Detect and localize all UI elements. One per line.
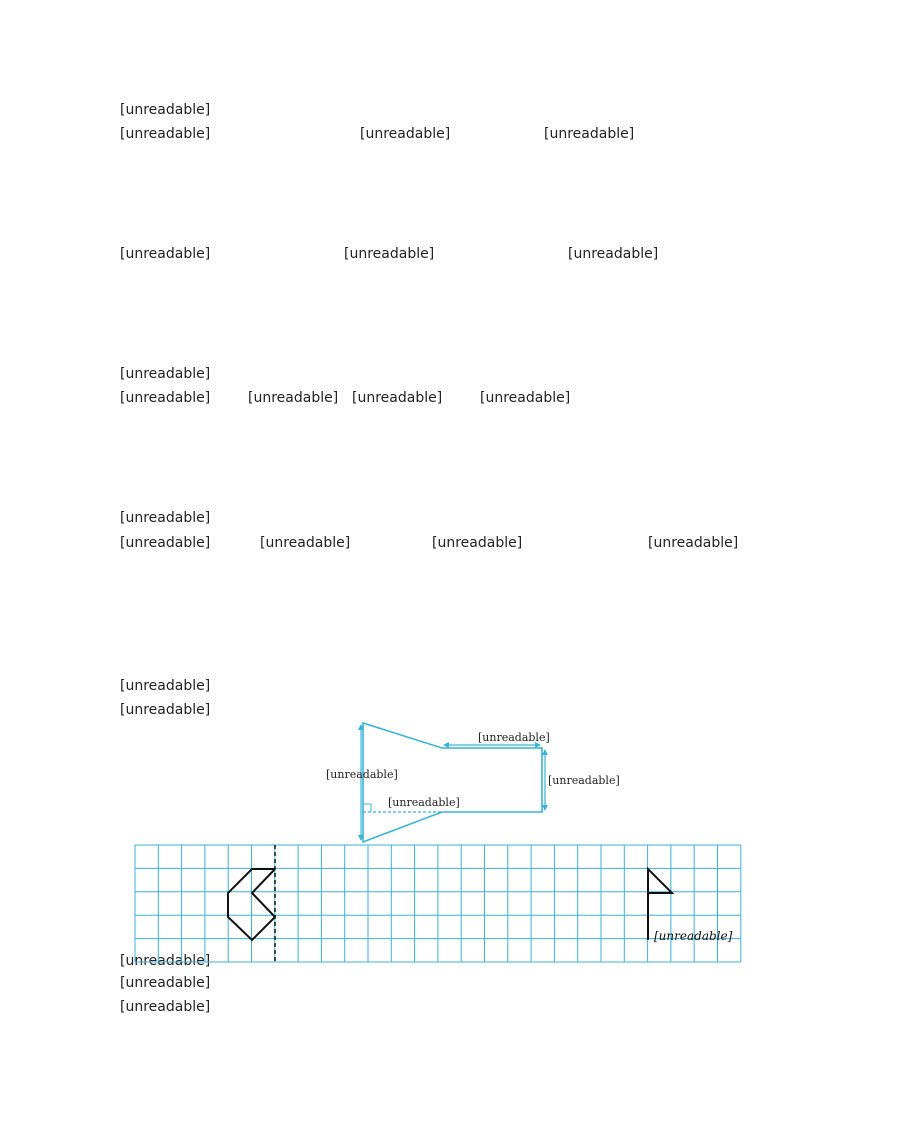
vertical-calc-3: [unreadable] (432, 535, 523, 551)
section-4-row (120, 534, 780, 552)
section-5-q2-sub1: [unreadable] (120, 975, 211, 991)
grid-figure (135, 845, 744, 965)
problem-1-2: [unreadable] (360, 126, 451, 142)
equation-2: [unreadable] (248, 390, 339, 406)
label-5-cm-right: [unreadable] (548, 774, 620, 787)
section-2-heading: [unreadable] (120, 102, 211, 118)
equation-1: [unreadable] (120, 390, 211, 406)
vertical-calc-2: [unreadable] (260, 535, 351, 551)
section-3-heading: [unreadable] (120, 366, 211, 382)
vertical-calc-1: [unreadable] (120, 535, 211, 551)
section-2-row-1 (120, 125, 780, 143)
section-5-q2-label: [unreadable] (120, 953, 211, 969)
equation-4: [unreadable] (480, 390, 571, 406)
point-o-label: [unreadable] (654, 929, 733, 943)
problem-2-1: [unreadable] (120, 246, 211, 262)
section-2-row-2 (120, 245, 780, 263)
section-5-q1: [unreadable] (120, 702, 211, 718)
grid-lines (135, 845, 741, 962)
section-5-q2-sub2: [unreadable] (120, 999, 211, 1015)
label-5-cm-inner: [unreadable] (388, 796, 460, 809)
problem-2-3: [unreadable] (568, 246, 659, 262)
label-10-cm: [unreadable] (326, 768, 398, 781)
right-angle-mark (363, 804, 371, 812)
problem-1-1: [unreadable] (120, 126, 211, 142)
equation-3: [unreadable] (352, 390, 443, 406)
label-6-cm: [unreadable] (478, 731, 550, 744)
vertical-calc-4: [unreadable] (648, 535, 739, 551)
section-4-heading: [unreadable] (120, 510, 211, 526)
problem-1-3: [unreadable] (544, 126, 635, 142)
section-3-row (120, 389, 780, 407)
section-5-heading: [unreadable] (120, 678, 211, 694)
problem-2-2: [unreadable] (344, 246, 435, 262)
composite-figure (320, 718, 620, 848)
